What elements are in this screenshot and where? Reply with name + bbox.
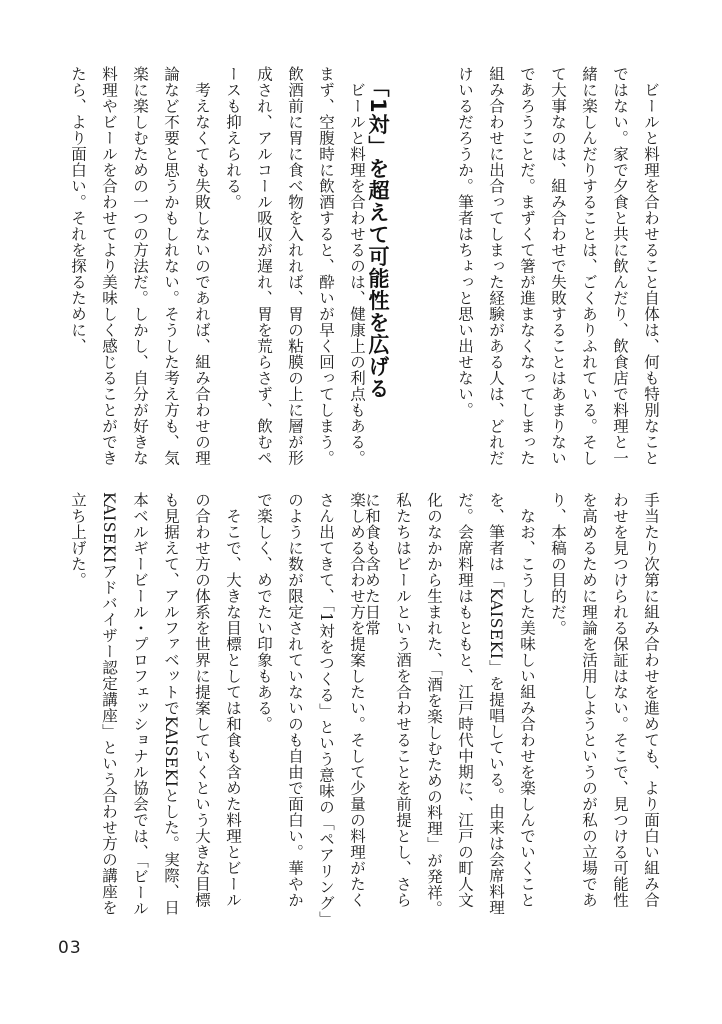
paragraph: ビールと料理を合わせること自体は、何も特別なことではない。家で夕食と共に飲んだり、飲食店で料理と一緒に楽しんだりすることは、ごくありふれている。そして大事なのは、組み合わせで失敗することはあまりないであろうことだ。まずくて箸が進まなくなってしまった組み合わせに出合ってしまった経験がある人は、どれだけいるだろうか。筆者はちょっと思い出せない。 bbox=[456, 66, 660, 466]
paragraph: 手当たり次第に組み合わせを進めても、より面白い組み合わせを見つけられる保証はない。そこで、見つける可能性を高めるために理論を活用しようというのが私の立場であり、本稿の目的だ。 bbox=[549, 492, 660, 908]
paragraph: なお、こうした美味しい組み合わせを楽しんでいくことを、筆者は「KAISEKI」を提唱している。由来は会席料理だ。会席料理はもともと、江戸時代中期に、江戸の町人文化のなかから生まれた、「酒を楽しむための料理」が発祥。私たちはビールという酒を合わせることを前提とし、さらに和食も含めた日常 bbox=[363, 492, 536, 917]
body-text-column-2 bbox=[69, 66, 372, 466]
paragraph: 楽しめる合わせ方を提案したい。そして少量の料理がたくさん出てきて、「1対をつくる」という意味の「ペアリング」のように数が限定されていないのも自由で面白い。華やかで楽しく、めでたい印象もある。 bbox=[255, 492, 366, 919]
page-number: 03 bbox=[58, 938, 82, 958]
body-text-column-1 bbox=[366, 66, 666, 466]
body-text-column-4 bbox=[69, 492, 372, 922]
paragraph: そこで、大きな目標としては和食も含めた料理とビールの合わせ方の体系を世界に提案していくという大きな目標も見据えて、アルファベットでKAISEKIとした。実際、日本ベルギービール・プロフェッショナル協会では、「ビールKAISEKIアドバイザー認定講座」という合わせ方の講座を立ち上げた。 bbox=[69, 492, 242, 917]
body-text-column-3 bbox=[363, 492, 666, 922]
paragraph: ビールと料理を合わせるのは、健康上の利点もある。まず、空腹時に飲酒すると、酔いが早く回ってしまう。飲酒前に胃に食べ物を入れれば、胃の粘膜の上に層が形成され、アルコール吸収が遅れ、胃を荒らさず、飲むペースも抑えられる。 bbox=[224, 66, 366, 466]
paragraph: 考えなくても失敗しないのであれば、組み合わせの理論など不要と思うかもしれない。そうした考え方も、気楽に楽しむための一つの方法だ。しかし、自分が好きな料理やビールを合わせてより美味しく感じることができたら、より面白い。それを探るために、 bbox=[69, 66, 211, 466]
section-heading: 「1対」を超えて可能性を広げる bbox=[366, 76, 390, 400]
